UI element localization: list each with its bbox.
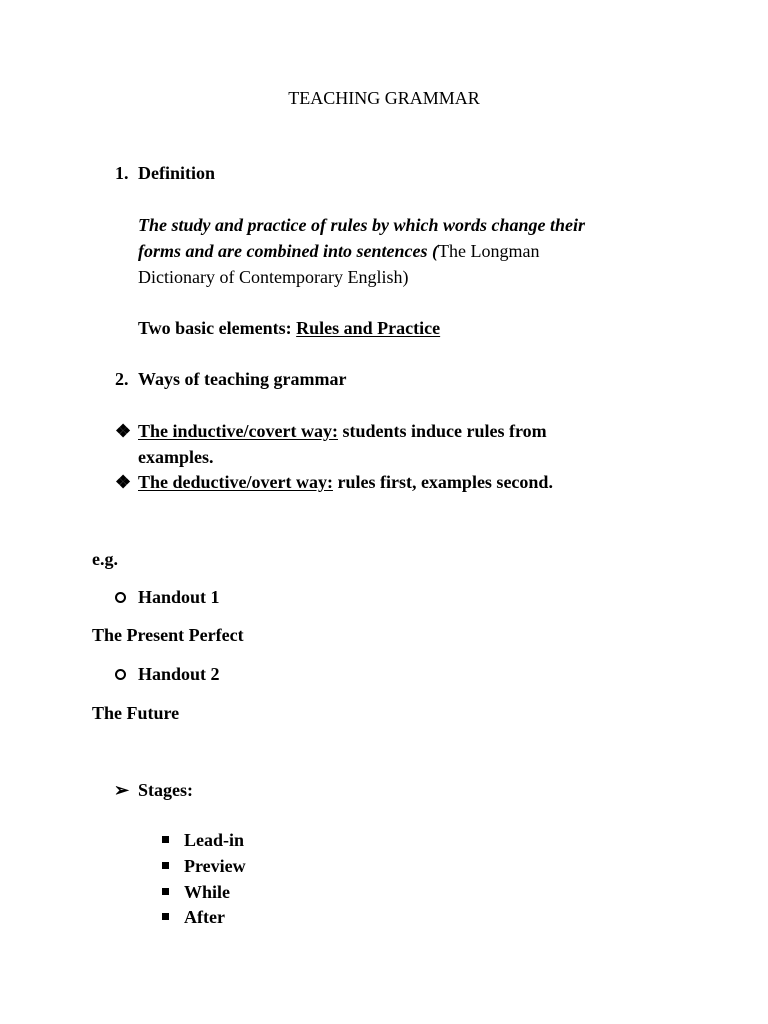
basic-elements-label: Two basic elements: bbox=[138, 318, 297, 338]
stage-item: Preview bbox=[184, 856, 246, 876]
way-inductive-line-2: examples. bbox=[138, 447, 214, 467]
diamond-bullet-icon: ❖ bbox=[115, 472, 132, 492]
stage-item: Lead-in bbox=[184, 830, 245, 850]
diamond-bullet-icon: ❖ bbox=[115, 421, 132, 441]
stage-item: After bbox=[184, 907, 225, 927]
arrow-bullet-icon: ➢ bbox=[114, 780, 130, 800]
definition-line-1: The study and practice of rules by which words change their bbox=[138, 215, 586, 235]
way-inductive-line-1 bbox=[138, 418, 547, 444]
definition-line-3: Dictionary of Contemporary English) bbox=[138, 267, 409, 287]
square-bullet-icon bbox=[162, 836, 169, 843]
way-inductive-name: The inductive/covert way: bbox=[138, 421, 338, 441]
circle-bullet-icon bbox=[115, 669, 126, 680]
section-2-number: 2. bbox=[115, 369, 129, 389]
example-label: e.g. bbox=[92, 549, 118, 569]
section-2-heading: Ways of teaching grammar bbox=[138, 369, 347, 389]
handout-1-label: Handout 1 bbox=[138, 587, 220, 607]
handout-2-topic: The Future bbox=[92, 703, 180, 723]
circle-bullet-icon bbox=[115, 592, 126, 603]
stage-item: While bbox=[184, 882, 231, 902]
section-1-heading: Definition bbox=[138, 163, 216, 183]
square-bullet-icon bbox=[162, 888, 169, 895]
basic-elements-value: Rules and Practice bbox=[296, 318, 441, 338]
definition-italic-text: forms and are combined into sentences ( bbox=[138, 241, 438, 261]
handout-1-topic: The Present Perfect bbox=[92, 625, 244, 645]
way-deductive-line bbox=[138, 469, 553, 495]
square-bullet-icon bbox=[162, 862, 169, 869]
stages-label: Stages: bbox=[138, 780, 193, 800]
section-1-number: 1. bbox=[115, 163, 129, 183]
square-bullet-icon bbox=[162, 913, 169, 920]
way-inductive-desc: students induce rules from bbox=[337, 421, 547, 441]
way-deductive-name: The deductive/overt way: bbox=[138, 472, 333, 492]
way-deductive-desc: rules first, examples second. bbox=[332, 472, 553, 492]
handout-2-label: Handout 2 bbox=[138, 664, 220, 684]
definition-line-2 bbox=[138, 238, 539, 264]
definition-source-text: The Longman bbox=[438, 241, 540, 261]
basic-elements-line bbox=[138, 315, 440, 341]
page-title: TEACHING GRAMMAR bbox=[288, 88, 480, 108]
